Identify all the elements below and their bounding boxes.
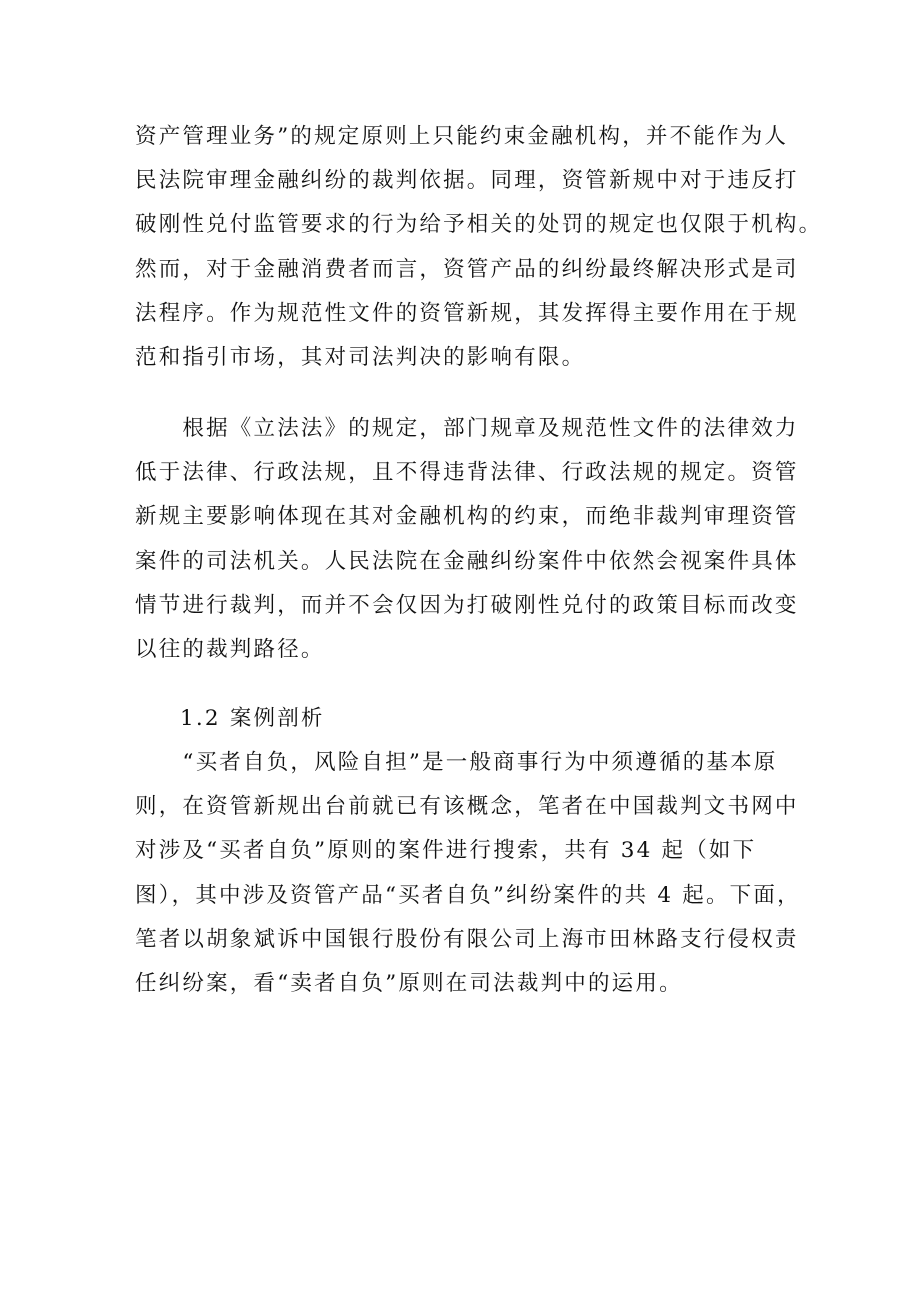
text-line: 以往的裁判路径。 xyxy=(135,636,325,662)
text-line: 根据《立法法》的规定，部门规章及规范性文件的法律效力 xyxy=(135,416,799,441)
text-line: “买者自负，风险自担”是一般商事行为中须遵循的基本原 xyxy=(135,750,778,775)
text-line: 图），其中涉及资管产品“买者自负”纠纷案件的共 4 起。下面， xyxy=(135,882,801,908)
text-line: 范和指引市场，其对司法判决的影响有限。 xyxy=(135,344,586,370)
text-line: 对涉及“买者自负”原则的案件进行搜索，共有 34 起（如下 xyxy=(135,838,757,864)
text-line: 案件的司法机关。人民法院在金融纠纷案件中依然会视案件具体 xyxy=(135,548,799,574)
text-line: 民法院审理金融纠纷的裁判依据。同理，资管新规中对于违反打 xyxy=(135,168,799,194)
text-line: 资产管理业务”的规定原则上只能约束金融机构，并不能作为人 xyxy=(135,124,789,149)
text-line: 情节进行裁判，而并不会仅因为打破刚性兑付的政策目标而改变 xyxy=(135,592,799,618)
text-line: 法程序。作为规范性文件的资管新规，其发挥得主要作用在于规 xyxy=(135,300,799,326)
text-line: 然而，对于金融消费者而言，资管产品的纠纷最终解决形式是司 xyxy=(135,256,799,282)
text-line: 任纠纷案，看“卖者自负”原则在司法裁判中的运用。 xyxy=(135,970,683,996)
text-line: 新规主要影响体现在其对金融机构的约束，而绝非裁判审理资管 xyxy=(135,504,799,530)
section-heading: 1.2 案例剖析 xyxy=(180,706,325,731)
text-line: 破刚性兑付监管要求的行为给予相关的处罚的规定也仅限于机构。 xyxy=(135,212,823,238)
text-line: 低于法律、行政法规，且不得违背法律、行政法规的规定。资管 xyxy=(135,460,799,486)
body-paragraph-2 xyxy=(135,407,799,672)
text-line: 则，在资管新规出台前就已有该概念，笔者在中国裁判文书网中 xyxy=(135,794,799,820)
body-paragraph-1 xyxy=(135,115,823,380)
body-paragraph-3 xyxy=(135,741,801,1006)
text-line: 笔者以胡象斌诉中国银行股份有限公司上海市田林路支行侵权责 xyxy=(135,926,799,952)
